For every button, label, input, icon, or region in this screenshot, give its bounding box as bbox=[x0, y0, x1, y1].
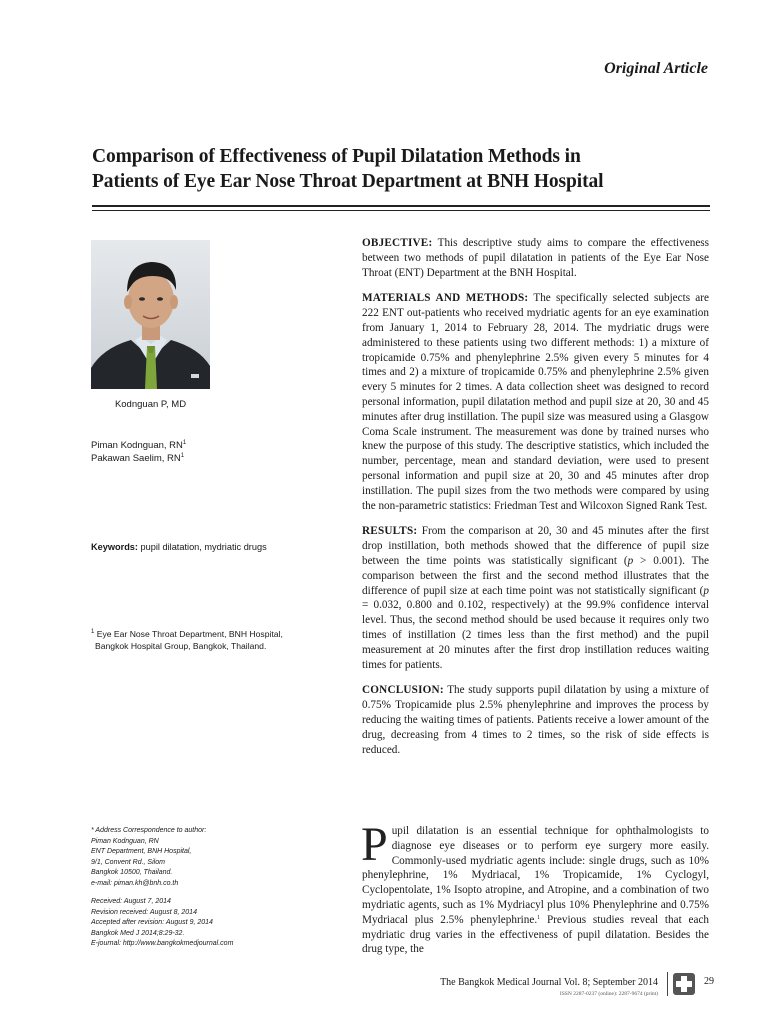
dates-block bbox=[91, 897, 233, 950]
date-line: Received: August 7, 2014 bbox=[91, 898, 171, 905]
affiliation-line-2: Bangkok Hospital Group, Bangkok, Thailand. bbox=[95, 641, 267, 651]
abstract-results bbox=[362, 524, 709, 672]
results-text-a: From the comparison at 20, 30 and 45 minutes after the first drop instillation, both methods showed that the difference of pupil size between the time points was statistically significant ( bbox=[362, 525, 709, 567]
citation-line: Bangkok Med J 2014;8:29-32. bbox=[91, 929, 185, 937]
journal-logo-graphic bbox=[673, 973, 695, 995]
title-rule-thin bbox=[92, 210, 710, 211]
author-portrait-image bbox=[91, 240, 210, 389]
methods-label: MATERIALS AND METHODS: bbox=[362, 292, 529, 305]
body-text-a: upil dilatation is an essential technique for ophthalmologists to diagnose eye diseases or to perform eye surgery more easily. Commonly-used mydriatic agents include: single drugs, such as 10% phenylephrine, 1% Mydriacal, 1% Tropicamide, 1% Cyclogyl, Cyclopentolate, 1% Isopto atropine, and Atropine, and a combination of two mydriatic agents, such as 1% Mydriacyl plus 10% Phenylephrine and 0.75% Mydriacal plus 2.5% phenylephrine. bbox=[362, 825, 709, 926]
body-text-b: Previous studies reveal that each mydriatic drug varies in the effectiveness of pupil dilatation. Besides the drug type, the bbox=[362, 913, 709, 956]
p-value-symbol: p bbox=[703, 584, 709, 597]
page-number: 29 bbox=[704, 976, 714, 987]
footer-separator bbox=[667, 972, 668, 996]
author-affiliation-mark: 1 bbox=[182, 440, 187, 446]
date-line: Revision received: August 8, 2014 bbox=[91, 908, 197, 916]
correspondence-line: 9/1, Convent Rd., Silom bbox=[91, 858, 165, 866]
objective-text: This descriptive study aims to compare the effectiveness between two methods of pupil dilatation in patients of the Eye Ear Nose Throat (ENT) Department at the BNH Hospital. bbox=[362, 237, 709, 279]
author-entry bbox=[91, 439, 186, 452]
title-rule-thick bbox=[92, 205, 710, 207]
affiliation-line-1: Eye Ear Nose Throat Department, BNH Hospital, bbox=[96, 629, 283, 639]
footer-journal: The Bangkok Medical Journal Vol. 8; September 2014 bbox=[440, 977, 658, 988]
article-type-label: Original Article bbox=[604, 60, 708, 77]
abstract-methods bbox=[362, 291, 709, 513]
body-text bbox=[361, 818, 709, 957]
results-text-c: = 0.032, 0.800 and 0.102, respectively) at the 99.9% confidence interval level. Thus, the second method should be used because it requires only two times of instillation (2 times less than the first method) and the pupil measurement at 20 minutes after the first drop instillation reduces waiting times for patients. bbox=[362, 599, 709, 671]
affiliation bbox=[91, 628, 283, 652]
article-title bbox=[92, 144, 712, 194]
correspondence-email[interactable]: e-mail: piman.kh@bnh.co.th bbox=[91, 879, 179, 887]
footer-issn: ISSN 2287-0237 (online): 2287-9674 (print) bbox=[559, 991, 658, 997]
keywords bbox=[91, 542, 267, 552]
abstract-objective bbox=[362, 236, 709, 280]
correspondence-line: ENT Department, BNH Hospital, bbox=[91, 848, 192, 855]
p-value-symbol: p bbox=[627, 554, 634, 567]
affiliation-mark: 1 bbox=[91, 629, 95, 635]
article-title-line-2: Patients of Eye Ear Nose Throat Department at BNH Hospital bbox=[92, 171, 604, 192]
conclusion-text: The study supports pupil dilatation by using a mixture of 0.75% Tropicamide plus 2.5% phenylephrine and improves the process by reducing the waiting times of patients. Patients receive a lower amount of the drug, decreasing from 4 times to 2 times, so the risk of side effects is reduced. bbox=[362, 684, 709, 756]
conclusion-label: CONCLUSION: bbox=[362, 684, 444, 697]
methods-text: The specifically selected subjects are 222 ENT out-patients who received mydriatic agents for an eye examination from January 1, 2014 to February 28, 2014. The mydriatic drugs were administered to these patients using two different methods: 1) a mixture of tropicamide 0.75% and phenylephrine 2.5% given every 5 minutes for 4 times and 2) a mixture of tropicamide 0.75% and phenylephrine 2.5% given every 5 minutes for 2 times. A data collection sheet was designed to record personal information, pupil dilatation method and pupil size at 20, 30 and 45 minutes after drug instillation. The pupil size was measured using a Glasgow Coma Scale instrument. The measurement was done by trained nurses who knew the purpose of this study. The descriptive statistics, which included the number, percentage, mean and standard deviation, were used to present personal information and pupil size at 20, 30 and 45 minutes after drop instillation. The pupil sizes from the two methods were compared by using the non-parametric statistics: Friedman Test and Wilcoxon Signed Rank Test. bbox=[362, 292, 709, 512]
correspondence-block bbox=[91, 826, 206, 889]
author-affiliation-mark: 1 bbox=[180, 453, 185, 459]
journal-logo-icon bbox=[673, 973, 695, 995]
date-line: Accepted after revision: August 9, 2014 bbox=[91, 919, 213, 926]
drop-cap: P bbox=[361, 818, 388, 871]
ejournal-link[interactable]: E-journal: http://www.bangkokmedjournal.com bbox=[91, 940, 234, 947]
author-entry bbox=[91, 452, 186, 465]
abstract-conclusion bbox=[362, 683, 709, 757]
correspondence-line: Piman Kodnguan, RN bbox=[91, 837, 159, 845]
author-list bbox=[91, 439, 186, 465]
article-title-line-1: Comparison of Effectiveness of Pupil Dilatation Methods in bbox=[92, 146, 581, 167]
results-text-b: > 0.001). The comparison between the first and the second method illustrates that the difference of pupil size at each time point was not statistically significant ( bbox=[362, 554, 709, 597]
correspondence-line: * Address Correspondence to author: bbox=[91, 827, 207, 834]
abstract bbox=[362, 236, 709, 768]
keywords-label: Keywords: bbox=[91, 542, 138, 552]
correspondence-line: Bangkok 10500, Thailand. bbox=[91, 869, 173, 876]
author-name: Piman Kodnguan, RN bbox=[91, 440, 183, 451]
author-photo bbox=[91, 240, 210, 389]
keywords-text: pupil dilatation, mydriatic drugs bbox=[140, 542, 267, 552]
photo-caption: Kodnguan P, MD bbox=[114, 399, 187, 410]
reference-mark[interactable]: 1 bbox=[537, 914, 541, 921]
results-label: RESULTS: bbox=[362, 525, 418, 538]
author-name: Pakawan Saelim, RN bbox=[91, 453, 181, 464]
objective-label: OBJECTIVE: bbox=[362, 237, 433, 249]
